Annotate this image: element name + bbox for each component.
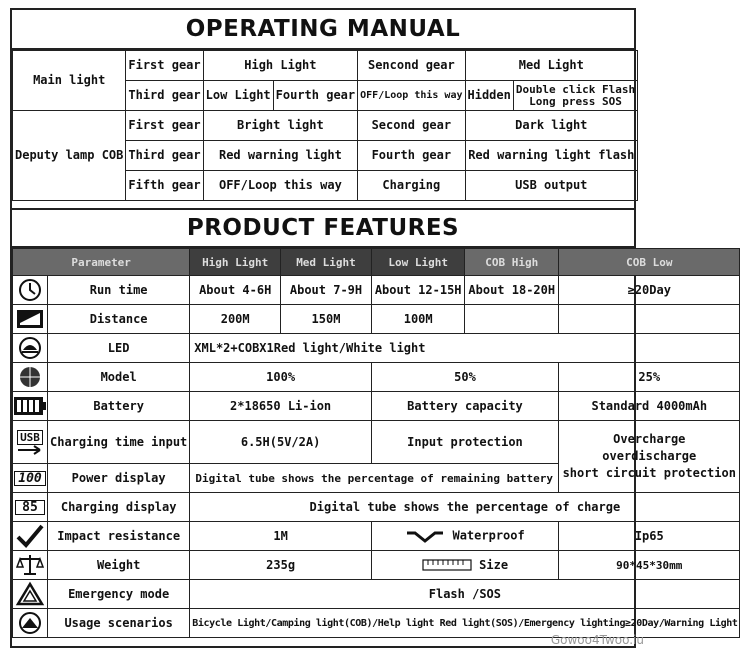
main-light-label: Main light bbox=[13, 51, 126, 111]
cell: Fifth gear bbox=[126, 171, 203, 201]
label: LED bbox=[48, 334, 190, 363]
usb-icon-text: USB bbox=[17, 430, 43, 445]
product-features-title: PRODUCT FEATURES bbox=[12, 208, 634, 248]
cell: USB output bbox=[465, 171, 638, 201]
cell: Ip65 bbox=[559, 522, 740, 551]
label: Distance bbox=[48, 305, 190, 334]
cell: Fourth gear bbox=[358, 141, 465, 171]
cell: 200M bbox=[190, 305, 281, 334]
cell: About 4-6H bbox=[190, 276, 281, 305]
cell: 50% bbox=[371, 363, 558, 392]
cell: Third gear bbox=[126, 81, 203, 111]
model-row bbox=[13, 363, 740, 392]
protection-cell bbox=[559, 421, 740, 493]
header-cell: COB High bbox=[465, 249, 559, 276]
cell: 1M bbox=[190, 522, 372, 551]
manual-sheet bbox=[10, 8, 738, 648]
cell-line: overdischarge bbox=[602, 449, 697, 463]
usb-icon bbox=[13, 421, 48, 464]
beam-icon bbox=[13, 305, 48, 334]
checkmark-icon bbox=[13, 522, 48, 551]
cell: ≥20Day bbox=[559, 276, 740, 305]
cell: Second gear bbox=[358, 111, 465, 141]
emergency-row bbox=[13, 580, 740, 609]
cell-line: short circuit protection bbox=[562, 466, 736, 480]
header-cell: High Light bbox=[190, 249, 281, 276]
label: Charging display bbox=[48, 493, 190, 522]
cell: Hidden bbox=[465, 81, 513, 111]
cell-line: Long press SOS bbox=[529, 94, 622, 108]
cell: About 7-9H bbox=[281, 276, 372, 305]
ruler-icon bbox=[422, 559, 472, 571]
cell: 150M bbox=[281, 305, 372, 334]
cell: Sencond gear bbox=[358, 51, 465, 81]
cell: Digital tube shows the percentage of charge bbox=[190, 493, 740, 522]
cell: Flash /SOS bbox=[190, 580, 740, 609]
cell: 100M bbox=[371, 305, 465, 334]
impact-row bbox=[13, 522, 740, 551]
weight-row bbox=[13, 551, 740, 580]
label: Weight bbox=[48, 551, 190, 580]
led-icon bbox=[13, 334, 48, 363]
cell: OFF/Loop this way bbox=[358, 81, 465, 111]
battery-icon bbox=[13, 392, 48, 421]
header-cell: Med Light bbox=[281, 249, 372, 276]
clock-icon bbox=[13, 276, 48, 305]
water-icon bbox=[405, 529, 445, 543]
cell: Med Light bbox=[465, 51, 638, 81]
cell: First gear bbox=[126, 51, 203, 81]
label: Run time bbox=[48, 276, 190, 305]
cell: Battery capacity bbox=[371, 392, 558, 421]
cell: About 12-15H bbox=[371, 276, 465, 305]
operating-manual-title: OPERATING MANUAL bbox=[12, 10, 634, 50]
cell: OFF/Loop this way bbox=[203, 171, 358, 201]
label: Usage scenarios bbox=[48, 609, 190, 638]
cell: Input protection bbox=[371, 421, 558, 464]
cell: XML*2+COBX1Red light/White light bbox=[190, 334, 740, 363]
cell: 235g bbox=[190, 551, 372, 580]
power-display-icon bbox=[13, 464, 48, 493]
cell: Third gear bbox=[126, 141, 203, 171]
cell: 25% bbox=[559, 363, 740, 392]
header-cell: Parameter bbox=[13, 249, 190, 276]
cell: Red warning light flash bbox=[465, 141, 638, 171]
run-time-row bbox=[13, 276, 740, 305]
waterproof-label: Waterproof bbox=[452, 528, 525, 543]
cell: 2*18650 Li-ion bbox=[190, 392, 372, 421]
size-label: Size bbox=[479, 557, 509, 572]
cell: High Light bbox=[203, 51, 358, 81]
header-cell: Low Light bbox=[371, 249, 465, 276]
cell: Fourth gear bbox=[273, 81, 357, 111]
operating-table bbox=[12, 50, 638, 201]
label: Battery bbox=[48, 392, 190, 421]
main-light-row-1 bbox=[13, 51, 638, 81]
camping-icon bbox=[13, 609, 48, 638]
cell-line: Double click Flash bbox=[515, 82, 636, 96]
cell: Low Light bbox=[203, 81, 273, 111]
label: Emergency mode bbox=[48, 580, 190, 609]
charging-time-row bbox=[13, 421, 740, 464]
header-cell: COB Low bbox=[559, 249, 740, 276]
label: Model bbox=[48, 363, 190, 392]
features-table bbox=[12, 248, 740, 638]
cell: Standard 4000mAh bbox=[559, 392, 740, 421]
display-icon-text: 100 bbox=[14, 471, 45, 486]
waterproof-cell bbox=[371, 522, 558, 551]
battery-row bbox=[13, 392, 740, 421]
features-header-row bbox=[13, 249, 740, 276]
size-cell bbox=[371, 551, 558, 580]
warning-triangle-icon bbox=[13, 580, 48, 609]
cell bbox=[559, 305, 740, 334]
cell: 100% bbox=[190, 363, 372, 392]
charging-display-icon bbox=[13, 493, 48, 522]
cell: Digital tube shows the percentage of remaining battery bbox=[190, 464, 559, 493]
cell: Bicycle Light/Camping light(COB)/Help light Red light(SOS)/Emergency lighting≥20Day/Warning Light bbox=[190, 609, 740, 638]
cell-line: Overcharge bbox=[613, 432, 686, 446]
label: Power display bbox=[48, 464, 190, 493]
cell: Red warning light bbox=[203, 141, 358, 171]
deputy-row-1 bbox=[13, 111, 638, 141]
cell: 90*45*30mm bbox=[559, 551, 740, 580]
led-row bbox=[13, 334, 740, 363]
cell: Dark light bbox=[465, 111, 638, 141]
deputy-lamp-label: Deputy lamp COB bbox=[13, 111, 126, 201]
label: Impact resistance bbox=[48, 522, 190, 551]
double-click-cell bbox=[513, 81, 637, 111]
label: Charging time input bbox=[48, 421, 190, 464]
model-icon bbox=[13, 363, 48, 392]
scale-icon bbox=[13, 551, 48, 580]
charging-display-row bbox=[13, 493, 740, 522]
cell: Charging bbox=[358, 171, 465, 201]
display-icon-text: 85 bbox=[15, 500, 45, 515]
cell: Bright light bbox=[203, 111, 358, 141]
cell: About 18-20H bbox=[465, 276, 559, 305]
cell: First gear bbox=[126, 111, 203, 141]
cell: 6.5H(5V/2A) bbox=[190, 421, 372, 464]
cell bbox=[465, 305, 559, 334]
distance-row bbox=[13, 305, 740, 334]
watermark: Gowoo4Twoo.iu bbox=[550, 633, 644, 647]
